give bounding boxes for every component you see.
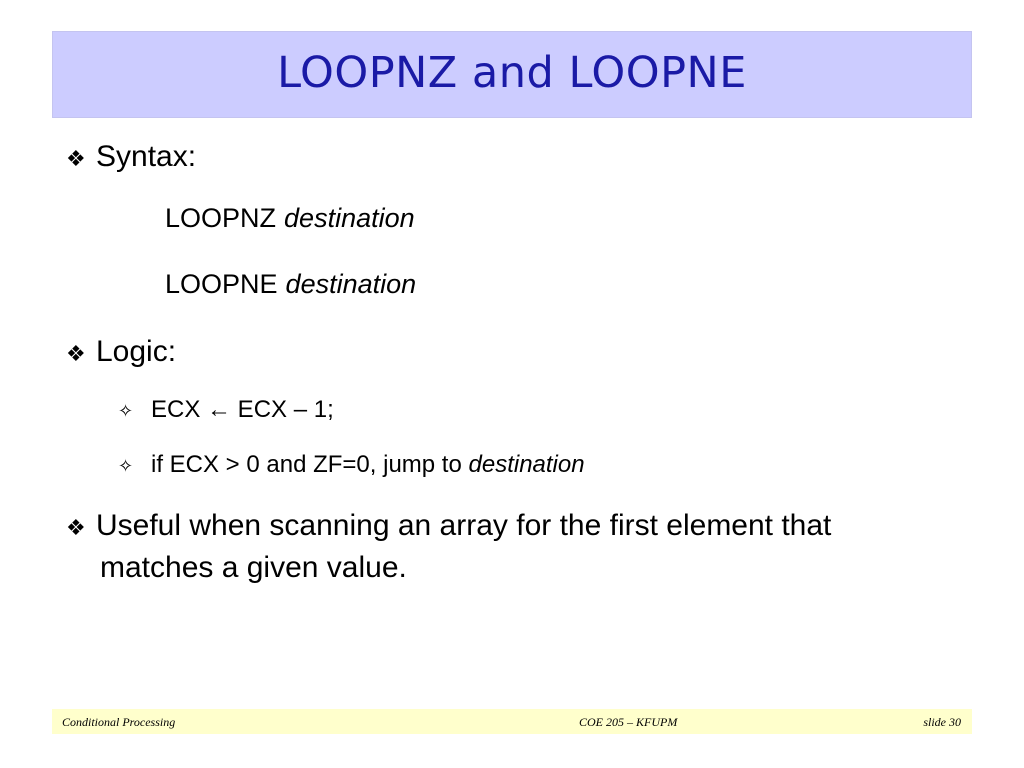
diamond-bullet-icon: ❖ [66, 147, 86, 172]
logic-step-jump [118, 451, 585, 479]
footer-course: COE 205 – KFUPM [579, 715, 678, 729]
footer-bar [52, 709, 972, 734]
syntax-line-loopnz [165, 203, 415, 234]
useful-line2: matches a given value. [100, 551, 407, 584]
logic-step-decrement [118, 396, 334, 424]
logic-step2-operand: destination [468, 451, 585, 478]
bullet-useful-continuation [100, 551, 407, 585]
logic-step2-prefix: if ECX > 0 and ZF=0, jump to [151, 451, 462, 478]
syntax-label: Syntax: [96, 140, 197, 173]
diamond-bullet-icon: ❖ [66, 516, 86, 541]
bullet-useful [66, 509, 831, 543]
logic-step2-text [151, 451, 585, 479]
syntax-keyword-loopnz: LOOPNZ [165, 203, 277, 233]
useful-line1: Useful when scanning an array for the first element that [96, 509, 832, 542]
syntax-line-loopne [165, 269, 416, 300]
syntax-keyword-loopne: LOOPNE [165, 269, 278, 299]
syntax-operand-loopnz: destination [284, 203, 415, 233]
diamond-bullet-icon: ❖ [66, 342, 86, 367]
slide-title: LOOPNZ and LOOPNE [277, 47, 747, 98]
syntax-operand-loopne: destination [285, 269, 417, 299]
four-point-star-bullet-icon: ✧ [118, 456, 134, 477]
four-point-star-bullet-icon: ✧ [118, 401, 134, 422]
bullet-logic [66, 335, 176, 369]
bullet-syntax [66, 140, 196, 174]
logic-label: Logic: [96, 335, 177, 368]
logic-step1-text: ECX ← ECX – 1; [151, 396, 334, 423]
footer-topic: Conditional Processing [62, 715, 176, 729]
footer-slide-number: slide 30 [923, 715, 961, 729]
title-banner [52, 31, 972, 118]
